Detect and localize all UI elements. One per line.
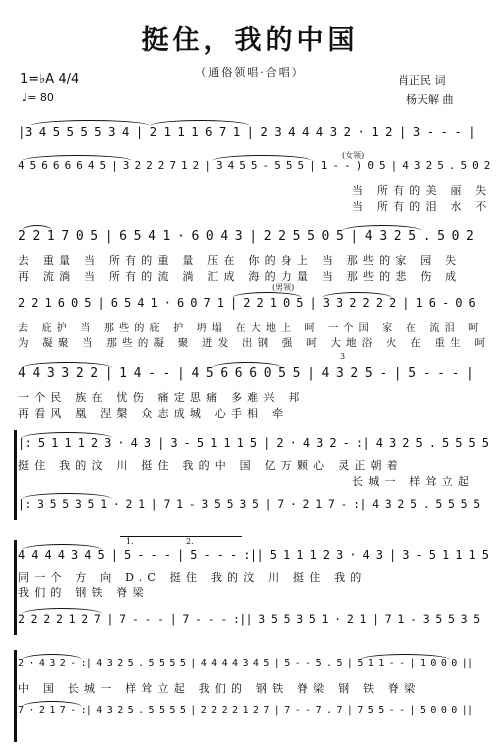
system-brace	[14, 650, 17, 742]
song-title: 挺住，我的中国	[141, 25, 359, 56]
system-brace	[14, 430, 17, 520]
key-signature: 1=♭A 4/4	[20, 72, 80, 87]
female-lead-marking: (女领)	[342, 151, 365, 160]
notation-row-11: 7 · 2 1 7 - :| 4 3 2 5 . 5 5 5 5 | 2 2 2 2 1 2 7 | 7 - - 7 . 7 | 7 5 5 - - | 5 0 0 0 ||	[18, 705, 473, 716]
composer-credit: 杨天解 曲	[406, 93, 454, 106]
notation-row-7: |: 3 5 5 3 5 1 · 2 1 | 7 1 - 3 5 5 3 5 | 7 · 2 1 7 - :| 4 3 2 5 . 5 5 5 5	[18, 497, 480, 511]
notation-row-3: 2 2 1 7 0 5 | 6 5 4 1 · 6 0 4 3 | 2 2 5 5 0 5 | 4 3 2 5 . 5 0 2	[18, 229, 474, 244]
notation-row-5: 4 4 3 3 2 2 | 1 4 - - | 4 5 6 6 6 0 5 5 | 4 3 2 5 - | 5 - - - |	[18, 366, 474, 381]
lyrics-row-4-verse-1: 去 庇护 当 那些的庇 护 坍塌 在大地上 呵 一个国 家 在 流泪 呵	[18, 323, 484, 334]
second-ending-marking: 2.	[186, 537, 194, 546]
tempo-marking: ♩= 80	[22, 91, 54, 104]
notation-row-10: 2 · 4 3 2 - :| 4 3 2 5 . 5 5 5 5 | 4 4 4 4 3 4 5 | 5 - - 5 . 5 | 5 1 1 - - | 1 0 0 0 ||	[18, 658, 473, 669]
lyrics-row-6-line-2: 长城一 样耸立起	[352, 475, 475, 488]
lyrics-row-2-verse-1: 当 所有的美 丽 失	[352, 184, 492, 197]
notation-row-4: 2 2 1 6 0 5 | 6 5 4 1 · 6 0 7 1 | 2 2 1 0 5 | 3 3 2 2 2 2 | 1 6 - 0 6	[18, 296, 476, 310]
lyrics-row-3-verse-1: 去 重量 当 所有的重 量 压在 你的身上 当 那些的家 园 失	[18, 254, 462, 267]
lyrics-row-6-line-1: 挺住 我的汶 川 挺住 我的中 国 亿万颗心 灵正朝着	[18, 459, 403, 472]
lyrics-row-8-line-2: 我们的 钢铁 脊梁	[18, 586, 149, 599]
lyrics-row-5-verse-2: 再看风 凰 涅槃 众志成城 心手相 牵	[18, 407, 289, 420]
lyricist-credit: 肖正民 词	[398, 74, 446, 87]
notation-row-9: 2 2 2 2 1 2 7 | 7 - - - | 7 - - - :|| 3 5 5 3 5 1 · 2 1 | 7 1 - 3 5 5 3 5	[18, 612, 480, 626]
notation-row-8: 4 4 4 4 3 4 5 | 5 - - - | 5 - - - :|| 5 1 1 1 2 3 · 4 3 | 3 - 5 1 1 1 5	[18, 548, 489, 562]
lyrics-row-3-verse-2: 再 流淌 当 所有的流 淌 汇成 海的力量 当 那些的悲 伤 成	[18, 270, 462, 283]
volta-bracket	[120, 536, 242, 537]
song-subtitle: （通俗领唱·合唱）	[195, 66, 305, 79]
first-ending-marking: 1.	[126, 537, 134, 546]
lyrics-row-10: 中 国 长城一 样耸立起 我们的 钢铁 脊梁 钢 铁 脊梁	[18, 682, 421, 695]
system-brace	[14, 540, 17, 635]
notation-row-1: |3 4 5 5 5 5 3 4 | 2 1 1 1 6 7 1 | 2 3 4 4 4 3 2 · 1 2 | 3 - - - |	[18, 124, 476, 139]
triplet-marking: 3	[340, 352, 346, 361]
male-lead-marking: (男领)	[272, 283, 295, 292]
notation-row-2: 4 5 6 6 6 6 4 5 | 3 2 2 2 7 1 2 | 3 4 5 5 - 5 5 5 | 1 - - ) 0 5 | 4 3 2 5 . 5 0 2	[18, 159, 490, 172]
lyrics-row-5-verse-1: 一个民 族在 忧伤 痛定思痛 多难兴 邦	[18, 391, 305, 404]
lyrics-row-2-verse-2: 当 所有的泪 水 不	[352, 200, 492, 213]
lyrics-row-8-line-1: 同一个 方 向 D.C 挺住 我的汶 川 挺住 我的	[18, 571, 367, 584]
lyrics-row-4-verse-2: 为 凝聚 当 那些的凝 聚 迸发 出钢 强 呵 大地浴 火 在 重生 呵	[18, 337, 491, 349]
notation-row-6: |: 5 1 1 1 2 3 · 4 3 | 3 - 5 1 1 1 5 | 2 · 4 3 2 - :| 4 3 2 5 . 5 5 5 5	[18, 436, 489, 450]
